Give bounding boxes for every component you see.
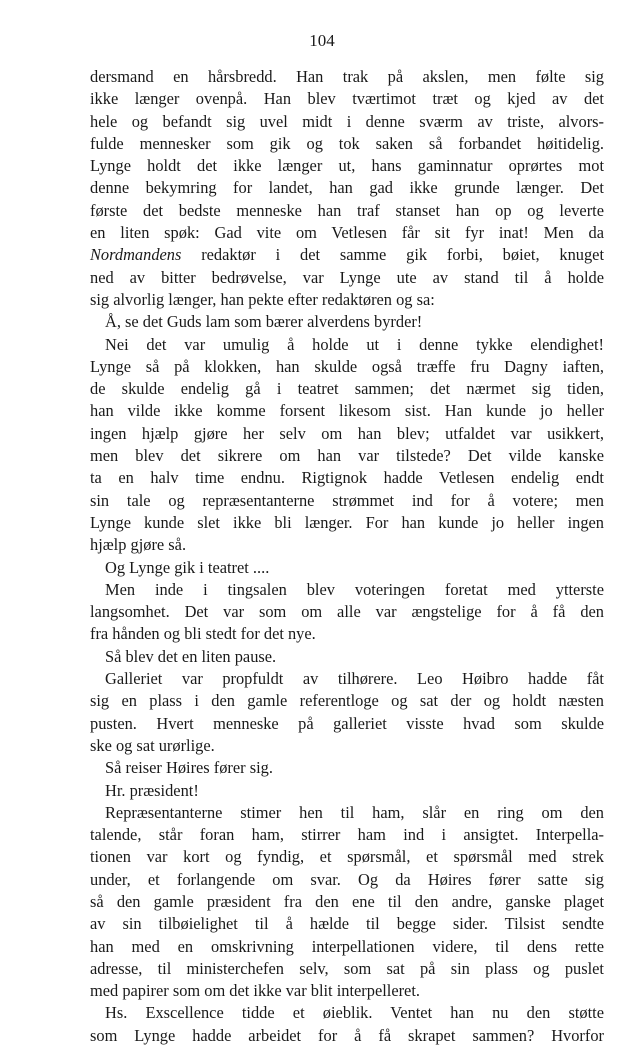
text-line: han vilde ikke komme forsent likesom sist. Han kunde jo heller	[90, 401, 604, 421]
text-line: under, et forlangende om svar. Og da Høires fører satte sig	[90, 869, 604, 889]
text-line: så den gamle præsident fra den ene til den andre, ganske plaget	[90, 891, 604, 911]
text-line: ingen hjælp gjøre her selv om han blev; utfaldet var usikkert,	[90, 423, 604, 443]
text-line: sig alvorlig længer, han pekte efter redaktøren og sa:	[90, 289, 435, 309]
text-line: Lynge holdt det ikke længer ut, hans gaminnatur oprørtes mot	[90, 156, 604, 176]
text-line: Så blev det en liten pause.	[105, 646, 277, 666]
text-line-rest: redaktør i det samme gik forbi, bøiet, knuget	[181, 245, 604, 265]
text-line: langsomhet. Det var som om alle var ængstelige for å få den	[90, 602, 604, 622]
text-line: adresse, til ministerchefen selv, som sat på sin plass og puslet	[90, 958, 604, 978]
text-line: hele og befandt sig uvel midt i denne sværm av triste, alvors-	[90, 111, 604, 131]
text-line: ske og sat urørlige.	[90, 735, 215, 755]
text-line: Og Lynge gik i teatret ....	[105, 557, 270, 577]
text-line: talende, står foran ham, stirrer ham ind i ansigtet. Interpella-	[90, 825, 604, 845]
text-line: ikke længer ovenpå. Han blev tværtimot træt og kjed av det	[90, 89, 604, 109]
text-line: Lynge så på klokken, han skulde også træffe fru Dagny iaften,	[90, 356, 604, 376]
text-line: denne bekymring for landet, han gad ikke grunde længer. Det	[90, 178, 604, 198]
text-line: Lynge kunde slet ikke bli længer. For han kunde jo heller ingen	[90, 512, 604, 532]
text-line: en liten spøk: Gad vite om Vetlesen får sit fyr inat! Men da	[90, 223, 604, 243]
text-line: de skulde endelig gå i teatret sammen; det nærmet sig tiden,	[90, 379, 604, 399]
text-line: Galleriet var propfuldt av tilhørere. Leo Høibro hadde fåt	[105, 669, 604, 689]
text-line: dersmand en hårsbredd. Han trak på akslen, men følte sig	[90, 67, 604, 86]
text-line: ned av bitter bedrøvelse, var Lynge ute av stand til å holde	[90, 267, 604, 287]
text-line: hjælp gjøre så.	[90, 535, 187, 555]
text-line: fulde mennesker som gik og tok saken så forbandet høitidelig.	[90, 133, 604, 153]
text-line: men blev det sikrere om han var tilstede? Det vilde kanske	[90, 446, 604, 466]
text-line: sin tale og repræsentanterne strømmet ind for å votere; men	[90, 490, 604, 510]
page-number: 104	[309, 31, 335, 50]
text-line	[90, 244, 604, 266]
text-line: pusten. Hvert menneske på galleriet visste hvad som skulde	[90, 713, 604, 733]
text-line: med papirer som om det ikke var blit interpelleret.	[90, 981, 420, 1001]
text-line: ta en halv time endnu. Rigtignok hadde Vetlesen endelig endt	[90, 468, 604, 488]
text-line: Å, se det Guds lam som bærer alverdens byrder!	[105, 312, 423, 332]
text-line: fra hånden og bli stedt for det nye.	[90, 624, 316, 644]
text-line: Repræsentanterne stimer hen til ham, slår en ring om den	[105, 802, 604, 822]
text-line: første det bedste menneske han traf stanset han op og leverte	[90, 200, 604, 220]
newspaper-title: Nordmandens	[90, 245, 182, 265]
text-line: Hs. Exscellence tidde et øieblik. Ventet han nu den støtte	[105, 1003, 604, 1023]
text-line: Men inde i tingsalen blev voteringen foretat med ytterste	[105, 579, 604, 599]
text-line: sig en plass i den gamle referentloge og sat der og holdt næsten	[90, 691, 604, 711]
text-line: av sin tilbøielighet til å hælde til begge sider. Tilsist sendte	[90, 914, 604, 934]
text-line: han med en omskrivning interpellationen videre, til dens rette	[90, 936, 604, 956]
text-line: Så reiser Høires fører sig.	[105, 758, 273, 778]
text-line: Hr. præsident!	[105, 780, 199, 800]
body-text	[90, 66, 604, 1047]
text-line: tionen var kort og fyndig, et spørsmål, et spørsmål med strek	[90, 847, 604, 867]
text-line: Nei det var umulig å holde ut i denne tykke elendighet!	[105, 334, 604, 354]
text-line: som Lynge hadde arbeidet for å få skrapet sammen? Hvorfor	[90, 1025, 604, 1045]
